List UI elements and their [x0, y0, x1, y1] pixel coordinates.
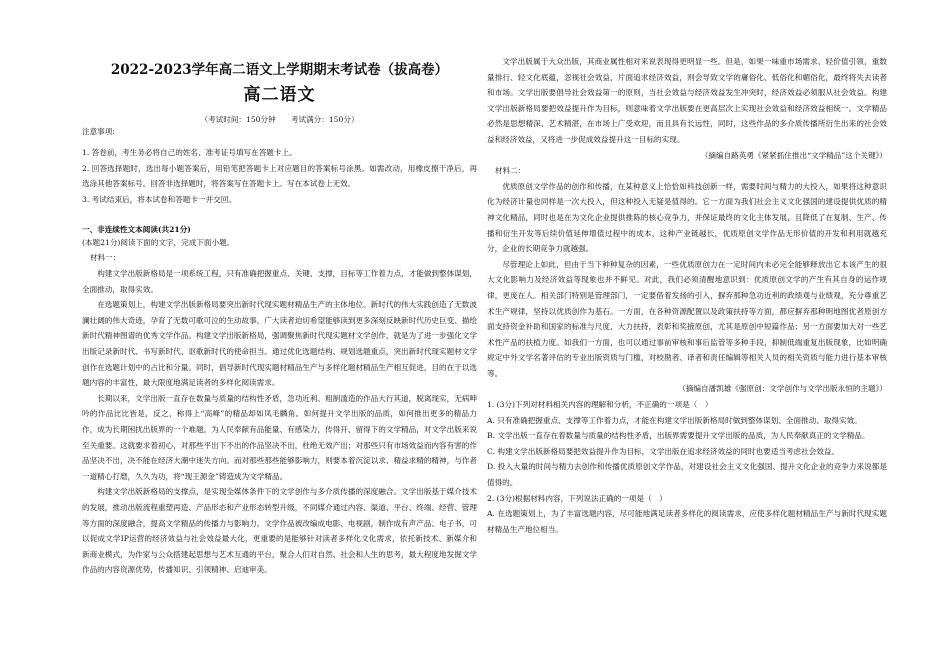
notes-list [82, 145, 477, 207]
section-intro: (本题21分)阅读下面的文字，完成下面小题。 [82, 238, 235, 247]
note-item: 2. 回答选择题时，选出每小题答案后，用铅笔把答题卡上对应题目的答案标号涂黑。如需改动，用橡皮擦干净后，再选涂其他答案标号。回答非选择题时，将答案写在答题卡上。写在本试卷上无效。 [82, 163, 477, 189]
option-d: D. 投入大量的时间与精力去创作和传播优质原创文学作品，对建设社会主义文化强国、提升文化企业的竞争力来说都是值得的。 [487, 462, 887, 488]
paragraph: 文学出版属于大众出版，其商业属性相对来说表现得更明显一些。但是，如果一味重市场需求、轻价值引领，重数量排行、轻文化底蕴，忽视社会效益，片面追求经济效益，则会导致文学的庸俗化、低俗化和媚俗化，最终将失去读者和市场。文学出版要倡导社会效益第一的原则，当社会效益与经济效益发生冲突时，经济效益必须服从社会效益。构建文学出版新格局要把效益提升作为目标，则意味着文学出版要在更高层次上实现社会效益和经济效益相统一。文学精品必然是思想精深、艺术精湛，在市场上广受欢迎，而且具有长远性，同时，这些作品的多介质传播所衍生出来的社会效益和经济效益，又将进一步促成效益提升这一目标的实现。 [487, 57, 887, 144]
question-2 [487, 491, 887, 538]
question-stem: 1. (3分)下列对材料相关内容的理解和分析，不正确的一项是（ ） [487, 400, 713, 410]
subject-title: 高二语文 [243, 85, 316, 105]
option-b: B. 文学出版一直存在着数量与质量的结构性矛盾，出版界需要提升文学出版的品质，为人民奉献真正的文学精品。 [487, 431, 870, 441]
paragraph: 尽管理论上如此，但由于当下种种复杂的因素，一些优质原创力在一定时间内未必完全能够释放出它本该产生的很大文化影响力及经济效益等现象也并不鲜见。对此，我们必须清醒地意识到：优质原创文学的产生有其自身的运作规律，更庞在人。相关部门特别是管理部门，一定要借着发扬的引入，摒弃那种急功近利的政绩观与业绩观，充分尊重艺术生产规律，坚持以优质创作为基石。一方面，在各种资源配置以及政策扶持等方面，都应摒弃那种明地图优者原创方面支持资金补助和国家的标准与尺度，大力扶持，表彰和奖掖原创，尤其是原创中短篇作品；另一方面要加大对一些艺术性产品的扶植力度。如我们一方面，也可以通过事前审核和事后监管等多种手段，抑制低端重复出版现象，比如明确规定中外文学名著评估的专业出版资质与门槛，对校勘者、译者和责任编辑等相关人员的相关资质与能力进行基本审核等。 [487, 259, 887, 378]
material1-source: （摘编自路英勇《紧紧抓住推出“文学精品”这个关键》） [700, 150, 887, 160]
option-a: A. 只有准确把握重点、支撑等工作着力点，才能在构建文学出版新格局时做到整体谋划、全面推动、取得实效。 [487, 415, 862, 425]
paragraph: 构建文学出版新格局的支撑点，是实现全媒体条件下的文学创作与多介质传播的深度融合。文学出版基于媒介技术的发展，推动出版流程重塑再造、产品形态和产业形态转型升级，不同媒介通过内容、渠道、平台、终端、经营、管理等方面的深度融合，提高文学精品的传播力与影响力。文学作品被改编成电影、电视剧，制作成有声产品、电子书，可以促成文学IP运营的经济效益与社会效益最大化，更重要的是能够针对读者多样化文化需求，依托新技术、新媒介和新商业模式，为作家与公众搭建起思想与艺术互通的平台，聚合人们对自然、社会和人生的思考，最大程度地发掘文学作品的内容资源优势，传播知识、引领精神、启迪审美。 [82, 487, 477, 575]
material2-label: 材料二： [495, 166, 526, 176]
question-stem: 2. (3分)根据材料内容，下列说法正确的一项是（ ） [487, 493, 667, 503]
paragraph: 优质原创文学作品的创作和传播，在某种意义上恰恰如科技创新一样，需要时间与精力的大投入，如果将这种意识化为经济计量也同样是一次大投入，但这种投入无疑是值得的。它一方面为我们社会主义文化强国的建设提供优质的精神文化精品，同时也是在为文化企业提供推陈的核心竞争力，并保证最终的文化主体发展，且降低了在复制、生产、传播和衍生开发等后续价值延伸增值过程中的成本，这种产业链越长，优质原创文学作品无形价值的开发和利用就越充分，企业的长期竞争力就越强。 [487, 181, 887, 254]
material1-body [82, 266, 477, 578]
note-item: 3. 考试结束后，将本试卷和答题卡一并交回。 [82, 194, 236, 204]
question-1 [487, 397, 887, 491]
option-a: A. 在选题策划上，为了丰富选题内容，尽可能地满足读者多样化的阅读需求，应使多样化题材精品生产与新时代现实题材精品生产地位相当。 [487, 509, 887, 534]
note-item: 1. 答卷前，考生务必将自己的姓名、准考证号填写在答题卡上。 [82, 148, 297, 157]
material2-source: （摘编自潘凯雄《强原创：文学创作与文学出版永恒的主题》） [678, 384, 887, 394]
section-heading: 一、非连续性文本阅读(共21分) [82, 225, 191, 234]
material1-label: 材料一： [90, 253, 121, 262]
notes-heading: 注意事项: [82, 127, 115, 136]
right-column [487, 0, 887, 672]
paragraph: 在选题策划上，构建文学出版新格局要突出新时代现实题材精品生产的主体地位。新时代的伟大实践创造了无数波澜壮阔的伟大奇迹，孕育了无数可歌可泣的生动故事，广大读者迫切希望能够读到更多深刻反映新时代历史巨变、描绘新时代精神图谱的优秀文学作品。构建文学出版新格局，强调聚焦新时代现实题材文学创作，就是为了进一步强化文学出版记录新时代、书写新时代、讴歌新时代的使命担当。通过优化选题结构、规划选题重点，突出新时代现实题材文学创作在选题计划中的占比和分量。同时，倡导新时代现实题材精品生产与多样化题材精品生产相互促进，目的在于以选题内容的丰富性，最大限度地满足读者的多样化阅读需求。 [82, 300, 477, 388]
paragraph: 长期以来，文学出版一直存在数量与质量的结构性矛盾，急功近利、粗制滥造的作品大行其道，脱离现实，无病呻吟的作品比比皆是，反之，称得上“高峰”的精品却如凤毛麟角。如何提升文学出版的品质，如何推出更多的精品力作，成为长期困扰出版界的一个难题。为人民奉献有品能量、有感染力，传得开、留得下的文学精品，对文学出版来说至关重要。这就要求着初心，对那些平出下不出的作品坚决不出，杜绝无效产出；对那些只有市场效益而内容有害的作品坚决不出，决不能在经济大潮中迷失方向。而对那些那些能够影响力，则要本着沉淀以求、精益求精的精神，与作者一道精心打磨，久久为功，将“现王源金”铸造成为文学精品。 [82, 393, 477, 481]
paragraph: 构建文学出版新格局是一项系统工程，只有准确把握重点、关键、支撑，目标等工作着力点，才能做到整体谋划，全面推动，取得实效。 [82, 269, 477, 294]
exam-info: （考试时间：150分钟 考试满分：150分） [200, 115, 359, 124]
left-column [82, 0, 477, 672]
exam-title: 2022-2023学年高二语文上学期期末考试卷（拔高卷） [110, 62, 449, 78]
right-body [487, 54, 887, 537]
option-c: C. 构建文学出版新格局要把效益提升作为目标，文学出版在追求经济效益的同时也要适当考虑社会效益。 [487, 446, 840, 456]
